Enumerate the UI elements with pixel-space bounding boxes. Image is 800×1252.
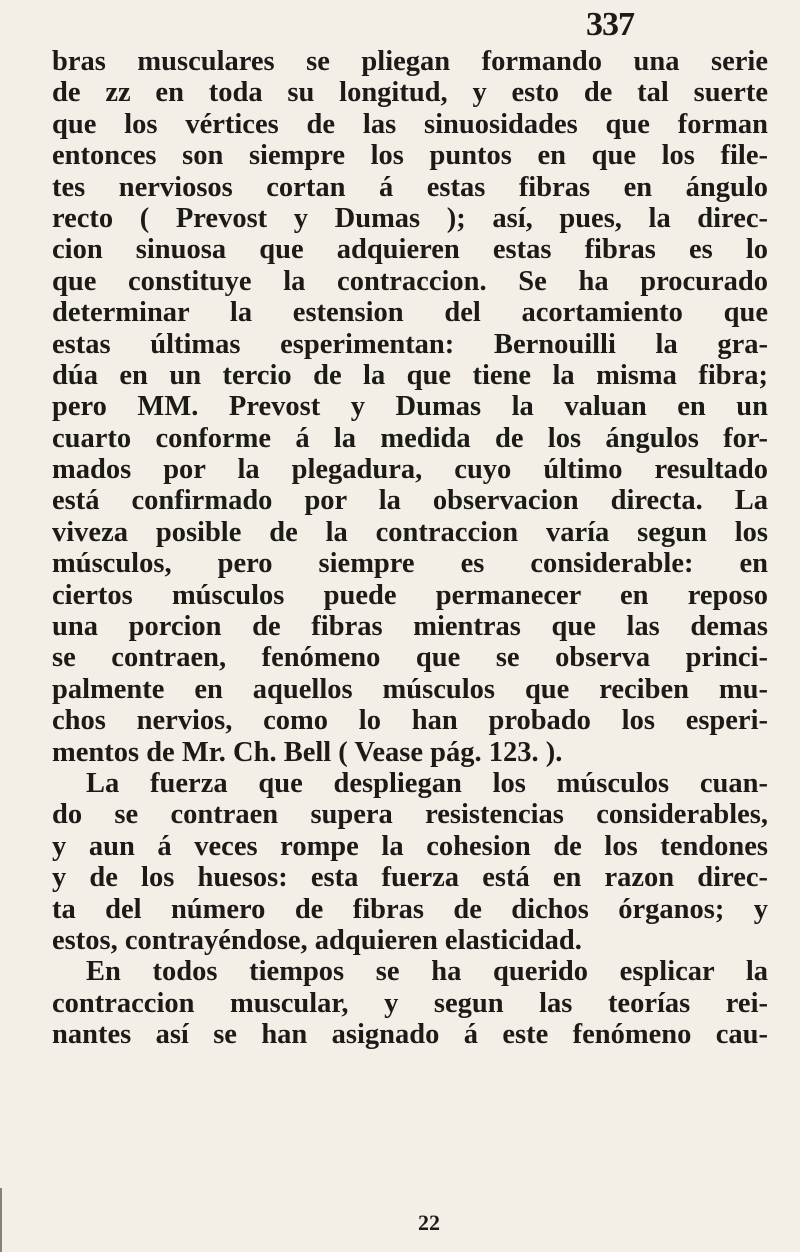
text-line: determinar la estension del acortamiento que <box>52 297 768 329</box>
paragraph-end-line: estos, contrayéndose, adquieren elasticidad. <box>52 924 582 956</box>
text-line: se contraen, fenómeno que se observa princi- <box>52 642 768 674</box>
text-line: ciertos músculos puede permanecer en reposo <box>52 579 768 611</box>
text-line: ta del número de fibras de dichos órganos; y <box>52 893 768 925</box>
text-line: bras musculares se pliegan formando una serie <box>52 46 768 77</box>
text-line: músculos, pero siempre es considerable: en <box>52 548 768 580</box>
text-line: nantes así se han asignado á este fenómeno cau- <box>52 1019 768 1051</box>
paragraph-start-line: La fuerza que despliegan los músculos cuan- <box>86 767 768 799</box>
text-line: una porcion de fibras mientras que las demas <box>52 611 768 643</box>
text-line: entonces son siempre los puntos en que los file- <box>52 140 768 172</box>
text-line: que constituye la contraccion. Se ha procurado <box>52 265 768 297</box>
text-line: y aun á veces rompe la cohesion de los tendones <box>52 830 768 862</box>
page-number: 337 <box>586 6 634 43</box>
text-line: tes nerviosos cortan á estas fibras en ángulo <box>52 171 768 203</box>
text-line: recto ( Prevost y Dumas ); así, pues, la direc- <box>52 202 768 234</box>
text-line: do se contraen supera resistencias considerables, <box>52 799 768 831</box>
text-line: viveza posible de la contraccion varía segun los <box>52 516 768 548</box>
text-line: pero MM. Prevost y Dumas la valuan en un <box>52 391 768 423</box>
text-line: de zz en toda su longitud, y esto de tal suerte <box>52 77 768 109</box>
text-line: está confirmado por la observacion directa. La <box>52 485 768 517</box>
text-line: dúa en un tercio de la que tiene la misma fibra; <box>52 359 768 391</box>
text-line: palmente en aquellos músculos que reciben mu- <box>52 673 768 705</box>
page-edge-mark <box>0 1188 14 1252</box>
text-line: contraccion muscular, y segun las teorías rei- <box>52 987 768 1019</box>
text-line: mados por la plegadura, cuyo último resultado <box>52 454 768 486</box>
text-line: y de los huesos: esta fuerza está en razon direc- <box>52 862 768 894</box>
signature-mark: 22 <box>418 1210 440 1235</box>
text-line: que los vértices de las sinuosidades que forman <box>52 108 768 140</box>
paragraph-end-line: mentos de Mr. Ch. Bell ( Vease pág. 123. ). <box>52 736 563 768</box>
text-line: cion sinuosa que adquieren estas fibras es lo <box>52 234 768 266</box>
text-line: chos nervios, como lo han probado los esperi- <box>52 705 768 737</box>
text-line: estas últimas esperimentan: Bernouilli la gra- <box>52 328 768 360</box>
body-text <box>52 46 768 1051</box>
paragraph-start-line: En todos tiempos se ha querido esplicar la <box>86 956 768 988</box>
text-line: cuarto conforme á la medida de los ángulos for- <box>52 422 768 454</box>
